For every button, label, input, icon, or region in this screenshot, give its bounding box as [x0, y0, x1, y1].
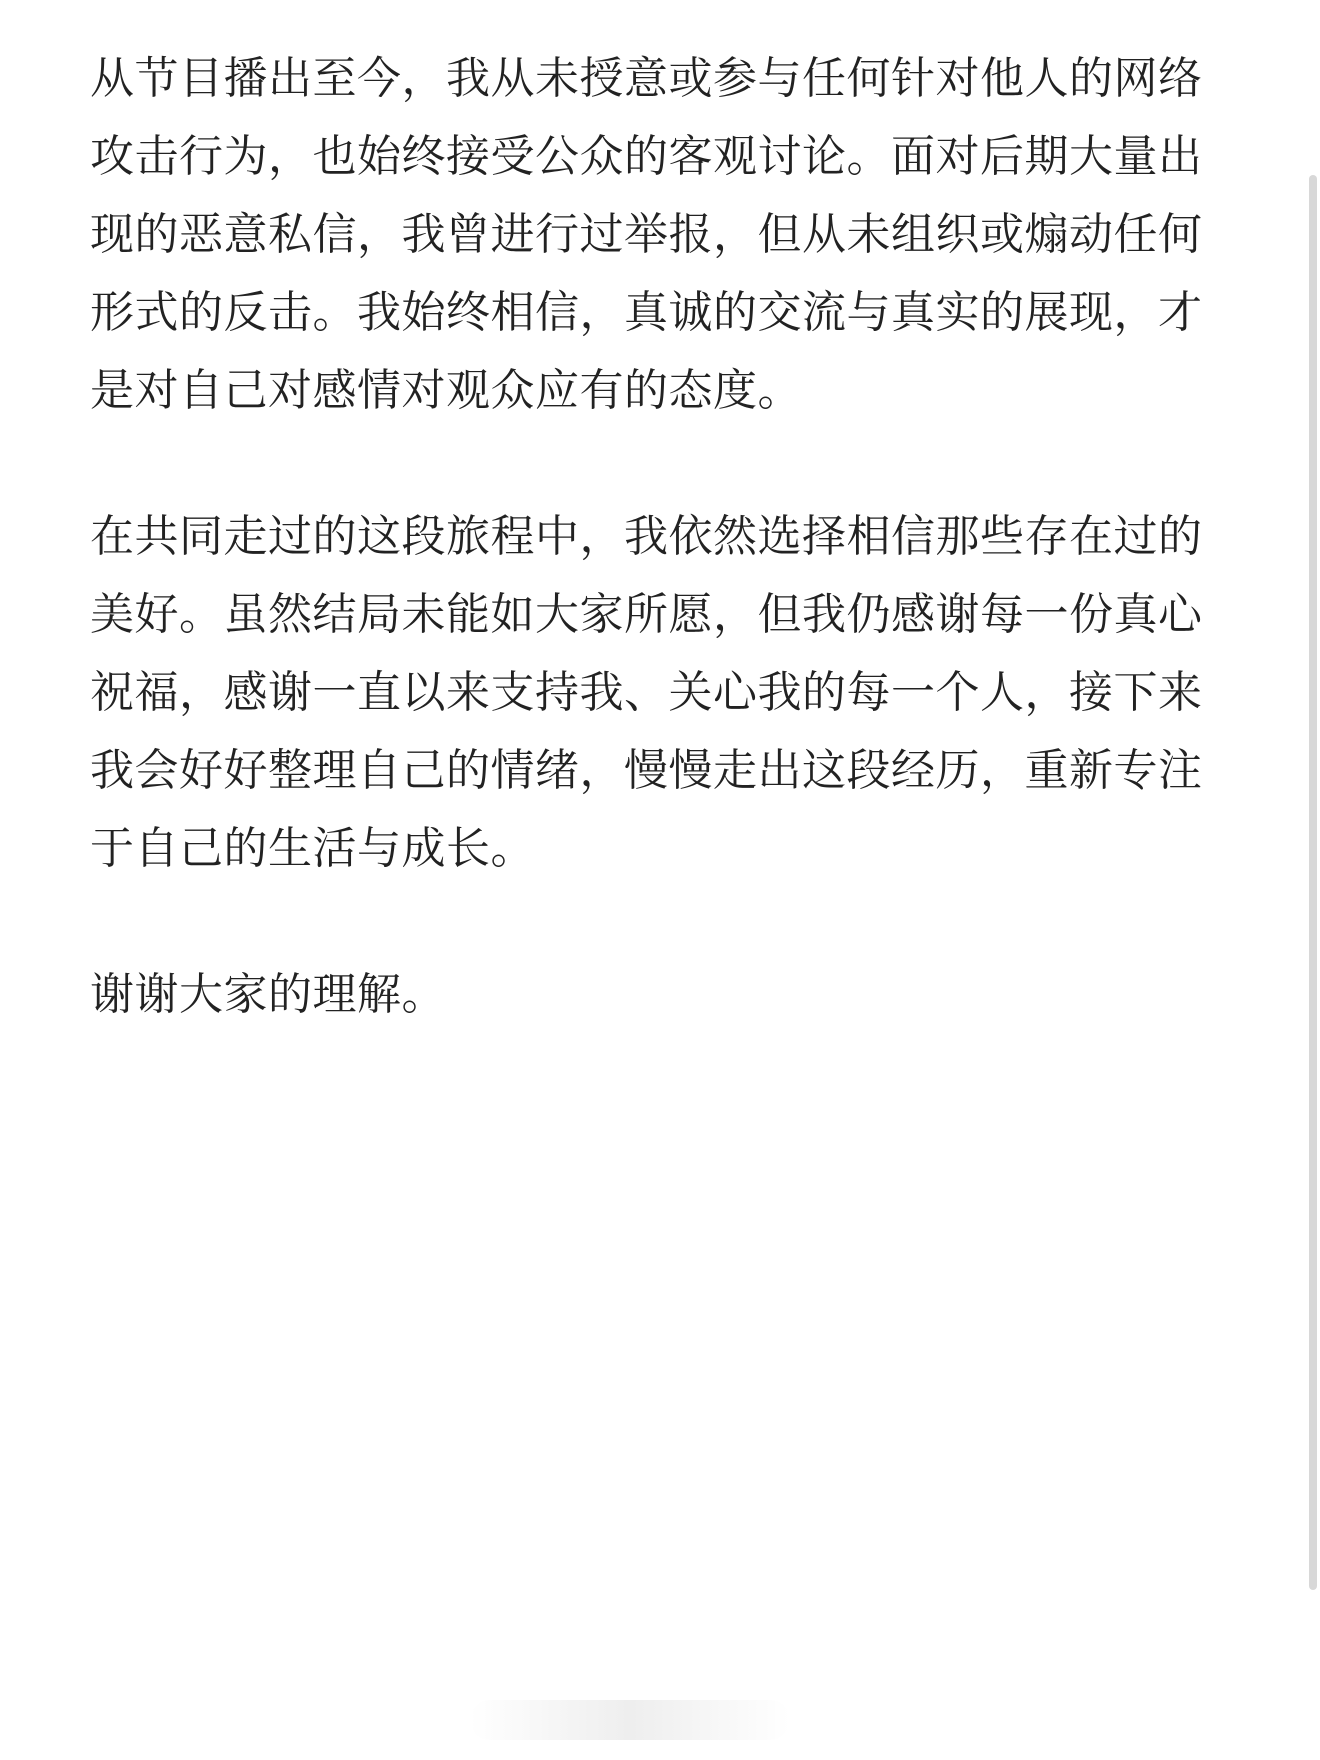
paragraph-1: 从节目播出至今，我从未授意或参与任何针对他人的网络攻击行为，也始终接受公众的客观讨论。面对后期大量出现的恶意私信，我曾进行过举报，但从未组织或煽动任何形式的反击。我始终相信，真诚的交流与真实的展现，才是对自己对感情对观众应有的态度。	[90, 53, 1203, 416]
paragraph-2: 在共同走过的这段旅程中，我依然选择相信那些存在过的美好。虽然结局未能如大家所愿，但我仍感谢每一份真心祝福，感谢一直以来支持我、关心我的每一个人，接下来我会好好整理自己的情绪，慢慢走出这段经历，重新专注于自己的生活与成长。	[90, 511, 1203, 874]
paragraph-3: 谢谢大家的理解。	[90, 969, 446, 1020]
vertical-scrollbar[interactable]	[1306, 175, 1320, 1590]
scrollbar-thumb[interactable]	[1309, 175, 1317, 1590]
statement-body	[90, 40, 1205, 1034]
faint-watermark	[470, 1700, 790, 1740]
